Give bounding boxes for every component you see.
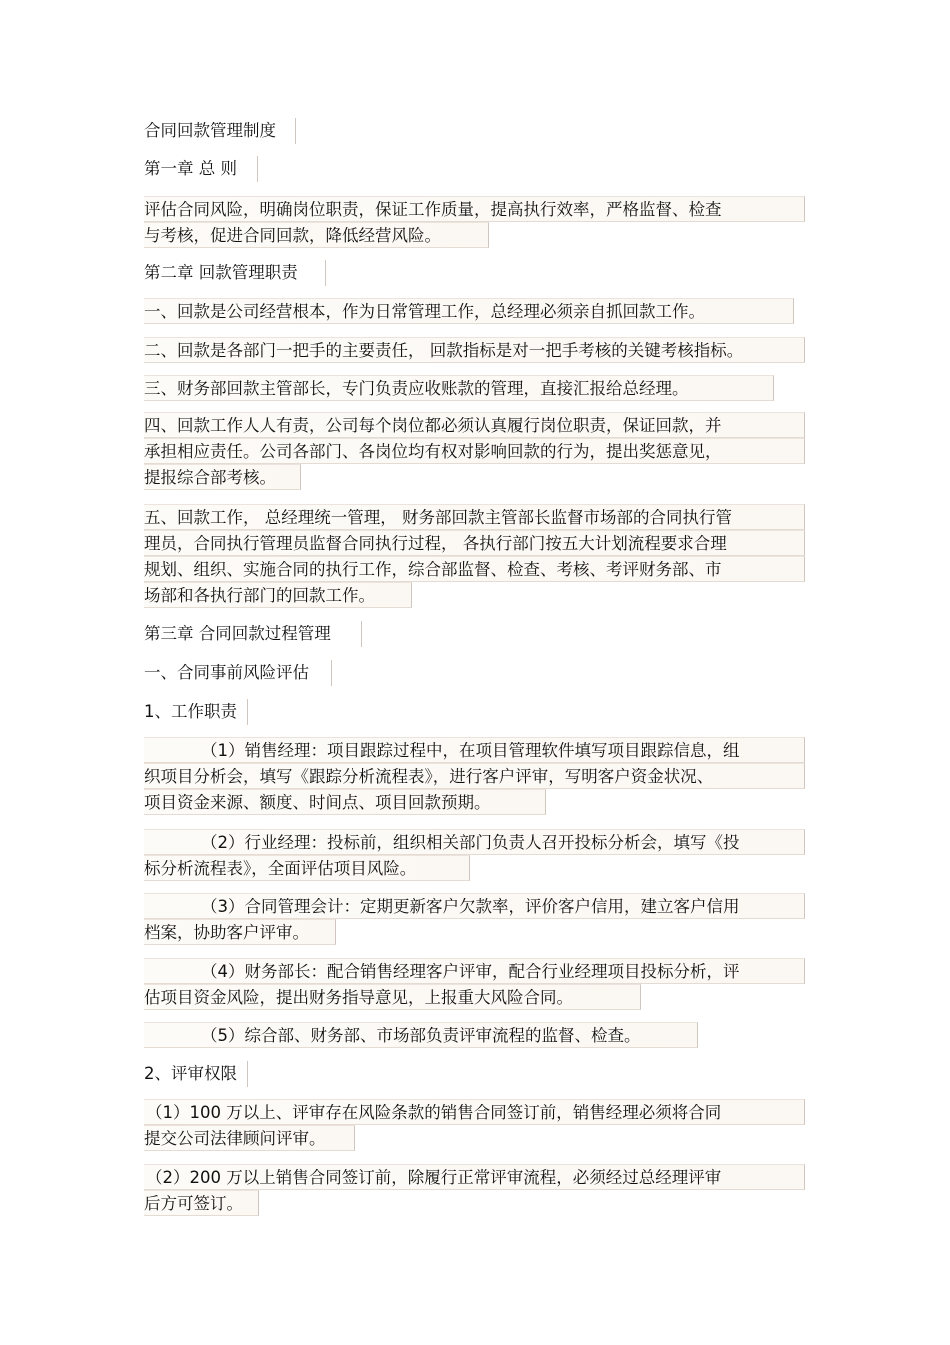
chapter-2-line: 第二章 回款管理职责 [144, 260, 326, 286]
text-line: 与考核，促进合同回款，降低经营风险。 [144, 222, 489, 248]
text-line: 估项目资金风险，提出财务指导意见，上报重大风险合同。 [144, 984, 641, 1010]
text-line: 项目资金来源、额度、时间点、项目回款预期。 [144, 789, 546, 815]
text-line: 档案，协助客户评审。 [144, 919, 336, 945]
text-line: （1）100 万以上、评审存在风险条款的销售合同签订前，销售经理必须将合同 [144, 1099, 805, 1125]
text-line: 规划、组织、实施合同的执行工作，综合部监督、检查、考核、考评财务部、市 [144, 556, 805, 582]
chapter-3-heading [144, 621, 362, 647]
chapter-2-item-4 [144, 412, 805, 490]
chapter-2-item-2 [144, 337, 805, 363]
text-line: 评估合同风险，明确岗位职责，保证工作质量，提高执行效率，严格监督、检查 [144, 196, 805, 222]
text-line: 标分析流程表》，全面评估项目风险。 [144, 855, 470, 881]
text-line: 承担相应责任。公司各部门、各岗位均有权对影响回款的行为，提出奖惩意见， [144, 438, 805, 464]
section-1-line: 一、合同事前风险评估 [144, 660, 332, 686]
authority-item-2 [144, 1164, 805, 1216]
duty-item-4 [144, 958, 805, 1010]
duty-item-5 [144, 1022, 698, 1048]
text-line: 四、回款工作人人有责，公司每个岗位都必须认真履行岗位职责，保证回款，并 [144, 412, 805, 438]
text-line: 后方可签订。 [144, 1190, 259, 1216]
subsection-heading [144, 699, 248, 725]
text-line: 织项目分析会，填写《跟踪分析流程表》，进行客户评审，写明客户资金状况、 [144, 763, 805, 789]
chapter-1-heading [144, 156, 258, 182]
chapter-1-paragraph [144, 196, 805, 248]
text-line: （2）行业经理：投标前，组织相关部门负责人召开投标分析会，填写《投 [144, 829, 805, 855]
duty-item-2 [144, 829, 805, 881]
chapter-2-item-1 [144, 298, 794, 324]
text-line: （3）合同管理会计：定期更新客户欠款率，评价客户信用，建立客户信用 [144, 893, 805, 919]
text-line: （5）综合部、财务部、市场部负责评审流程的监督、检查。 [144, 1022, 698, 1048]
text-line: 二、回款是各部门一把手的主要责任， 回款指标是对一把手考核的关键考核指标。 [144, 337, 805, 363]
text-line: 五、回款工作， 总经理统一管理， 财务部回款主管部长监督市场部的合同执行管 [144, 504, 805, 530]
subsection-1-line: 1、工作职责 [144, 699, 248, 725]
text-line: 提报综合部考核。 [144, 464, 301, 490]
chapter-1-line: 第一章 总 则 [144, 156, 258, 182]
chapter-2-heading [144, 260, 326, 286]
chapter-3-line: 第三章 合同回款过程管理 [144, 621, 362, 647]
subsection-heading [144, 1061, 248, 1087]
text-line: 三、财务部回款主管部长，专门负责应收账款的管理，直接汇报给总经理。 [144, 375, 774, 401]
authority-item-1 [144, 1099, 805, 1151]
section-heading [144, 660, 332, 686]
duty-item-3 [144, 893, 805, 945]
text-line: 一、回款是公司经营根本，作为日常管理工作，总经理必须亲自抓回款工作。 [144, 298, 794, 324]
text-line: （2）200 万以上销售合同签订前，除履行正常评审流程，必须经过总经理评审 [144, 1164, 805, 1190]
text-line: （4）财务部长：配合销售经理客户评审，配合行业经理项目投标分析，评 [144, 958, 805, 984]
text-line: （1）销售经理：项目跟踪过程中，在项目管理软件填写项目跟踪信息，组 [144, 737, 805, 763]
chapter-2-item-3 [144, 375, 774, 401]
duty-item-1 [144, 737, 805, 815]
text-line: 提交公司法律顾问评审。 [144, 1125, 355, 1151]
chapter-2-item-5 [144, 504, 805, 608]
text-line: 理员，合同执行管理员监督合同执行过程， 各执行部门按五大计划流程要求合理 [144, 530, 805, 556]
subsection-2-line: 2、评审权限 [144, 1061, 248, 1087]
text-line: 场部和各执行部门的回款工作。 [144, 582, 412, 608]
document-title [144, 118, 296, 144]
title-line: 合同回款管理制度 [144, 118, 296, 144]
